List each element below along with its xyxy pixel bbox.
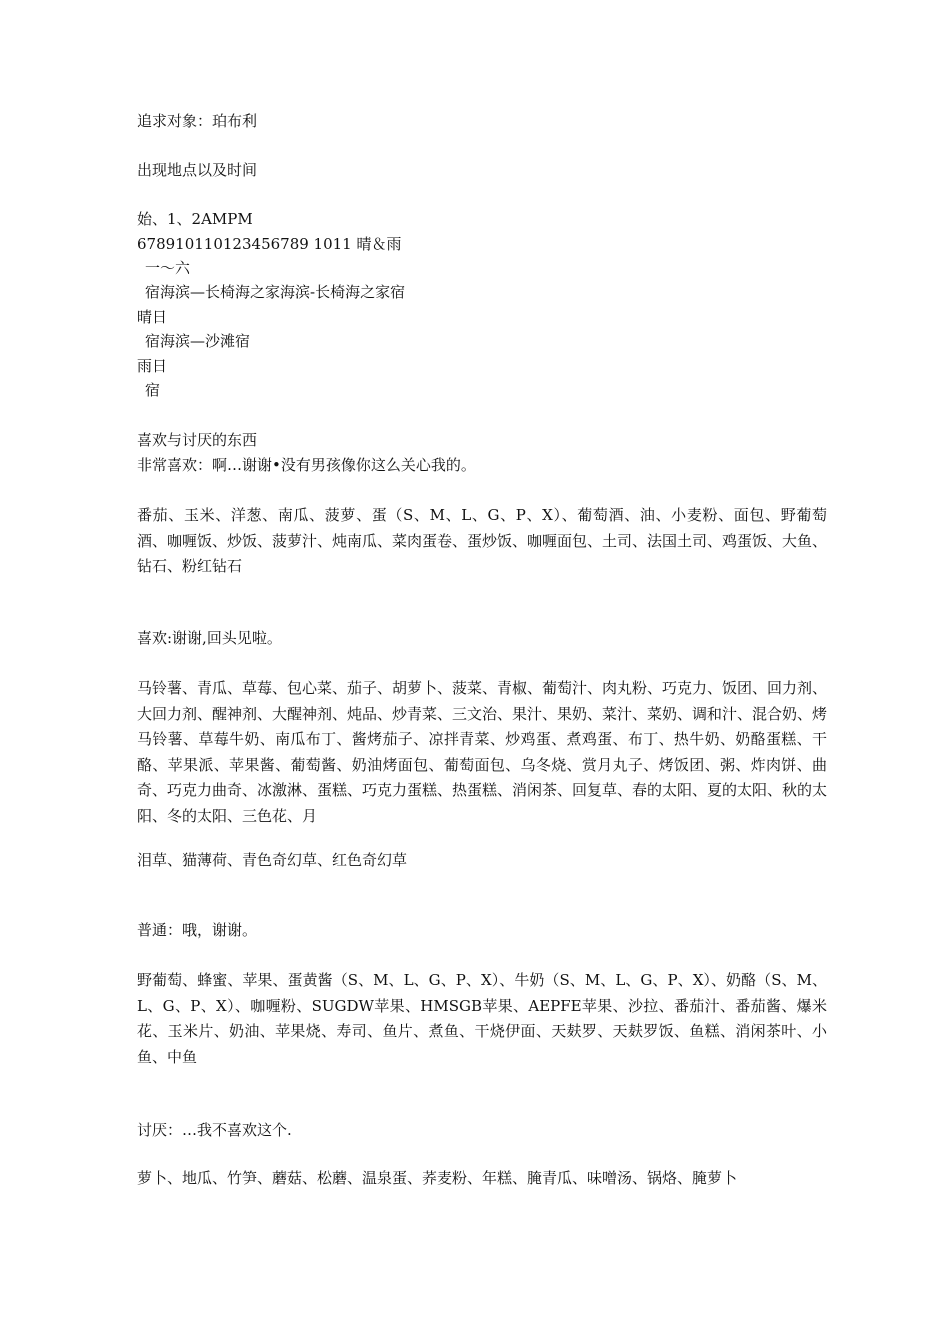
hate-items: 萝卜、地瓜、竹笋、蘑菇、松蘑、温泉蛋、荞麦粉、年糕、腌青瓜、味噌汤、锅烙、腌萝卜 bbox=[137, 1169, 738, 1187]
time-line-2: 678910110123456789 1011 晴＆雨 bbox=[137, 235, 402, 253]
rainy-label: 雨日 bbox=[137, 357, 168, 375]
sunny-route: 宿海滨—沙滩宿 bbox=[145, 332, 251, 350]
target-line: 追求对象：珀布利 bbox=[137, 112, 258, 130]
hate-label: 讨厌：…我不喜欢这个. bbox=[137, 1121, 292, 1139]
route-main: 宿海滨—长椅海之家海滨-长椅海之家宿 bbox=[145, 283, 406, 301]
love-label: 非常喜欢：啊…谢谢•没有男孩像你这么关心我的。 bbox=[137, 456, 476, 474]
place-heading: 出现地点以及时间 bbox=[137, 161, 258, 179]
like-label: 喜欢:谢谢,回头见啦。 bbox=[137, 629, 282, 647]
normal-items: 野葡萄、蜂蜜、苹果、蛋黄酱（S、M、L、G、P、X）、牛奶（S、M、L、G、P、X）、奶酪（S、M、L、G、P、X）、咖喱粉、SUGDW苹果、HMSGB苹果、AEPFE苹果、沙拉、番茄汁、番茄酱、爆米花、玉米片、奶油、苹果烧、寿司、鱼片、煮鱼、干烧伊面、天麸罗、天麸罗饭、鱼糕、消闲茶叶、小鱼、中鱼 bbox=[137, 971, 827, 1066]
likes-heading: 喜欢与讨厌的东西 bbox=[137, 431, 258, 449]
like-items: 马铃薯、青瓜、草莓、包心菜、茄子、胡萝卜、菠菜、青椒、葡萄汁、肉丸粉、巧克力、饭团、回力剂、大回力剂、醒神剂、大醒神剂、炖品、炒青菜、三文治、果汁、果奶、菜汁、菜奶、调和汁、混合奶、烤马铃薯、草莓牛奶、南瓜布丁、酱烤茄子、凉拌青菜、炒鸡蛋、煮鸡蛋、布丁、热牛奶、奶酪蛋糕、干酪、苹果派、苹果酱、葡萄酱、奶油烤面包、葡萄面包、乌冬烧、赏月丸子、烤饭团、粥、炸肉饼、曲奇、巧克力曲奇、冰激淋、蛋糕、巧克力蛋糕、热蛋糕、消闲茶、回复草、春的太阳、夏的太阳、秋的太阳、冬的太阳、三色花、月 bbox=[137, 679, 828, 825]
like-items-cont: 泪草、猫薄荷、青色奇幻草、红色奇幻草 bbox=[137, 851, 408, 869]
rainy-route: 宿 bbox=[145, 381, 161, 399]
time-line-1: 始、1、2AMPM bbox=[137, 210, 253, 228]
normal-label: 普通：哦，谢谢。 bbox=[137, 921, 258, 939]
days-line: 一～六 bbox=[145, 259, 191, 277]
sunny-label: 晴日 bbox=[137, 308, 168, 326]
love-items: 番茄、玉米、洋葱、南瓜、菠萝、蛋（S、M、L、G、P、X）、葡萄酒、油、小麦粉、面包、野葡萄酒、咖喱饭、炒饭、菠萝汁、炖南瓜、菜肉蛋卷、蛋炒饭、咖喱面包、土司、法国土司、鸡蛋饭、大鱼、钻石、粉红钻石 bbox=[137, 506, 828, 575]
